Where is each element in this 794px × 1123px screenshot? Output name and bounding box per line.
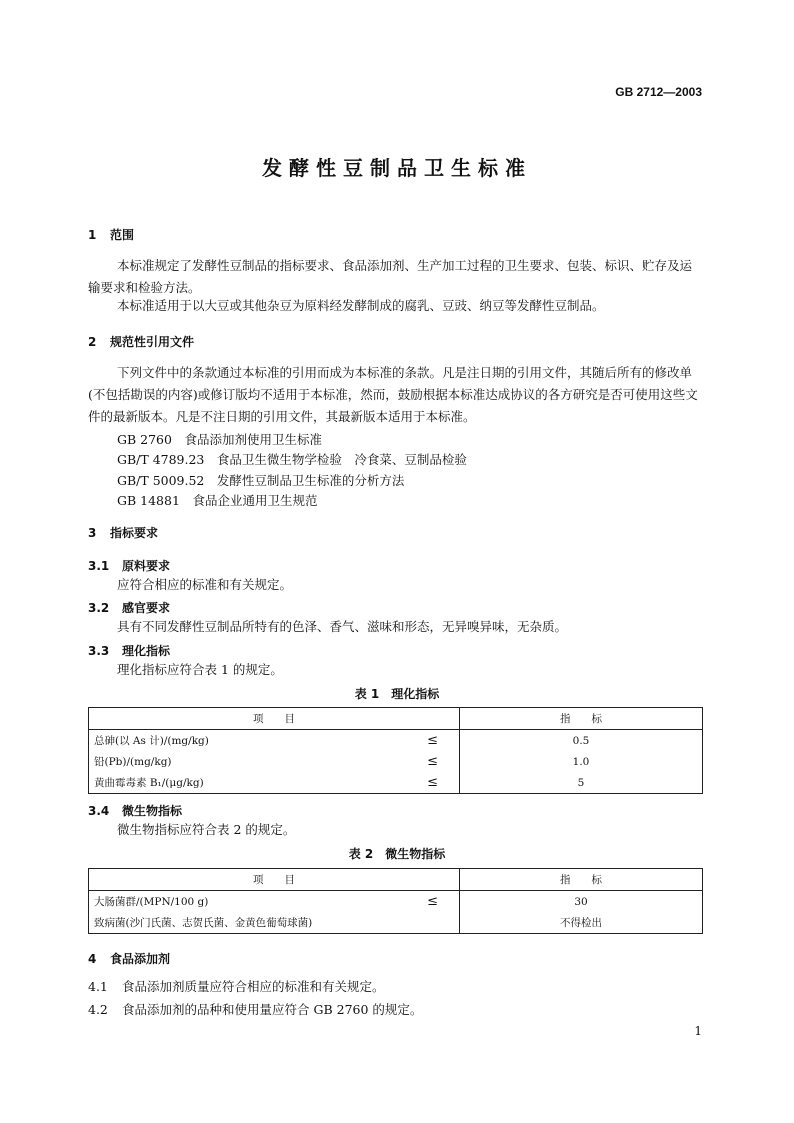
- reference-code: GB/T 5009.52: [117, 473, 205, 488]
- table-2: [88, 868, 703, 934]
- table-cell-item: [89, 751, 460, 772]
- section-1-heading: [88, 226, 134, 243]
- section-4-heading: [88, 950, 170, 967]
- clause-4-2: [88, 999, 422, 1021]
- subsection-3-4-text: 微生物指标应符合表 2 的规定。: [117, 822, 296, 837]
- table-cell-item: [89, 891, 460, 913]
- section-1-paragraph-2: 本标准适用于以大豆或其他杂豆为原料经发酵制成的腐乳、豆豉、纳豆等发酵性豆制品。: [117, 298, 605, 313]
- table-header-item: 项 目: [89, 869, 460, 891]
- clause-number: 4.2: [88, 1002, 108, 1017]
- table-row: [89, 751, 703, 772]
- table-cell-value: 1.0: [572, 755, 590, 768]
- table-2-caption: 表 2 微生物指标: [348, 847, 446, 861]
- section-number: 1: [88, 228, 97, 242]
- reference-item: [117, 491, 317, 509]
- section-3-heading: [88, 524, 158, 541]
- reference-code: GB 2760: [117, 432, 172, 447]
- table-row: [89, 891, 703, 913]
- table-header-row: [89, 708, 703, 730]
- table-row: [89, 912, 703, 934]
- reference-name: 食品添加剂使用卫生标准: [184, 432, 322, 447]
- item-label: 大肠菌群/(MPN/100 g): [94, 896, 209, 908]
- standard-code: GB 2712—2003: [615, 85, 702, 99]
- table-1-caption: 表 1 理化指标: [354, 687, 440, 701]
- section-2-paragraph: 下列文件中的条款通过本标准的引用而成为本标准的条款。凡是注日期的引用文件，其随后所有的修改单(不包括勘误的内容)或修订版均不适用于本标准，然而，鼓励根据本标准达成协议的各方研究是否可使用这些文件的最新版本。凡是不注日期的引用文件，其最新版本适用于本标准。: [88, 365, 698, 424]
- clause-4-1: [88, 976, 385, 998]
- reference-item: [117, 430, 322, 448]
- table-cell-value: 5: [577, 776, 585, 789]
- item-label: 致病菌(沙门氏菌、志贺氏菌、金黄色葡萄球菌): [94, 917, 313, 929]
- table-cell-value: 0.5: [572, 734, 590, 747]
- table-header-item: 项 目: [89, 708, 460, 730]
- subsection-title: 理化指标: [122, 644, 171, 658]
- table-header-value: 指 标: [460, 869, 703, 891]
- page-title: 发酵性豆制品卫生标准: [262, 156, 532, 180]
- table-header-value: 指 标: [460, 708, 703, 730]
- table-cell-value: 不得检出: [560, 917, 602, 929]
- item-label: 黄曲霉毒素 B₁/(μg/kg): [94, 777, 204, 789]
- subsection-3-2-heading: [88, 599, 170, 616]
- section-number: 4: [88, 952, 97, 966]
- section-title: 规范性引用文件: [110, 335, 195, 349]
- section-title: 范围: [110, 228, 135, 242]
- subsection-3-4-heading: [88, 802, 182, 819]
- operator: ≤: [427, 754, 438, 769]
- subsection-3-1-text: 应符合相应的标准和有关规定。: [117, 577, 293, 592]
- reference-item: [117, 450, 467, 468]
- reference-code: GB/T 4789.23: [117, 452, 205, 467]
- reference-name: 食品卫生微生物学检验 冷食菜、豆制品检验: [216, 452, 467, 467]
- clause-text: 食品添加剂质量应符合相应的标准和有关规定。: [122, 979, 385, 994]
- operator: ≤: [427, 775, 438, 790]
- section-1-paragraph-1: 本标准规定了发酵性豆制品的指标要求、食品添加剂、生产加工过程的卫生要求、包装、标识、贮存及运输要求和检验方法。: [88, 258, 693, 295]
- subsection-title: 微生物指标: [122, 804, 183, 818]
- reference-code: GB 14881: [117, 493, 180, 508]
- clause-number: 4.1: [88, 979, 108, 994]
- item-label: 铅(Pb)/(mg/kg): [94, 756, 172, 768]
- reference-name: 食品企业通用卫生规范: [192, 493, 318, 508]
- section-title: 食品添加剂: [110, 952, 171, 966]
- table-cell-item: [89, 772, 460, 794]
- item-label: 总砷(以 As 计)/(mg/kg): [94, 735, 209, 747]
- section-number: 3: [88, 526, 97, 540]
- section-2-heading: [88, 333, 194, 350]
- table-cell-item: [89, 912, 460, 934]
- reference-name: 发酵性豆制品卫生标准的分析方法: [216, 473, 405, 488]
- subsection-3-3-text: 理化指标应符合表 1 的规定。: [117, 662, 283, 677]
- table-row: [89, 730, 703, 752]
- operator: ≤: [427, 894, 438, 909]
- table-header-row: [89, 869, 703, 891]
- section-title: 指标要求: [110, 526, 159, 540]
- subsection-number: 3.4: [88, 804, 110, 818]
- page-number: 1: [694, 1024, 702, 1038]
- section-number: 2: [88, 335, 97, 349]
- operator: ≤: [427, 733, 438, 748]
- subsection-number: 3.1: [88, 559, 110, 573]
- table-1: [88, 707, 703, 794]
- subsection-title: 感官要求: [122, 601, 171, 615]
- table-cell-value: 30: [574, 895, 588, 908]
- clause-text: 食品添加剂的品种和使用量应符合 GB 2760 的规定。: [122, 1002, 423, 1017]
- subsection-3-3-heading: [88, 642, 170, 659]
- reference-item: [117, 471, 404, 489]
- subsection-number: 3.3: [88, 644, 110, 658]
- subsection-number: 3.2: [88, 601, 110, 615]
- table-cell-item: [89, 730, 460, 752]
- subsection-3-1-heading: [88, 557, 170, 574]
- subsection-3-2-text: 具有不同发酵性豆制品所特有的色泽、香气、滋味和形态，无异嗅异味，无杂质。: [117, 619, 568, 634]
- subsection-title: 原料要求: [122, 559, 171, 573]
- table-row: [89, 772, 703, 794]
